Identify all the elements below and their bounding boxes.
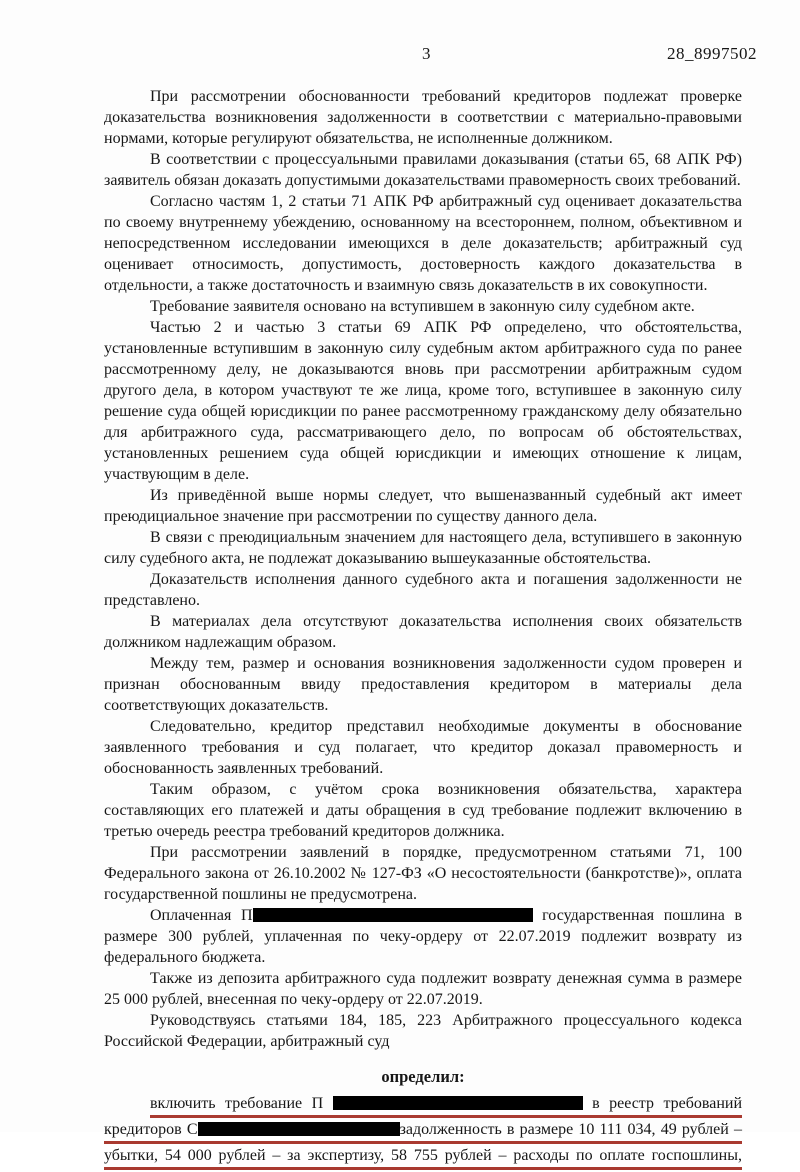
ruling-line: убытки, 54 000 рублей – за экспертизу, 58 755 рублей – расходы по оплате госпошлины,: [104, 1146, 742, 1170]
paragraph: Доказательств исполнения данного судебного акта и погашения задолженности не представлено.: [104, 571, 742, 609]
paragraph: Руководствуясь статьями 184, 185, 223 Арбитражного процессуального кодекса Российской Федерации, арбитражный суд: [104, 1012, 742, 1050]
ruling-section: [104, 1066, 742, 1170]
paragraph: Требование заявителя основано на вступившем в законную силу судебном акте.: [150, 298, 695, 315]
paragraph: При рассмотрении обоснованности требований кредиторов подлежат проверке доказательства возникновения задолженности в соответствии с материально-правовыми нормами, которые регулируют обязательства, не исполненные должником.: [104, 88, 742, 147]
ruling-heading: определил:: [381, 1067, 465, 1086]
ruling-line2-after: задолженность в размере 10 111 034, 49 рублей –: [399, 1121, 743, 1138]
fee-text-after: государственная пошлина в размере 300 рублей, уплаченная по чеку-ордеру от 22.07.2019 подлежит возврату из федерального бюджета.: [104, 907, 742, 966]
redaction-bar: [333, 1096, 583, 1110]
ruling-line1-before: включить требование П: [150, 1095, 324, 1112]
paragraph: При рассмотрении заявлений в порядке, предусмотренном статьями 71, 100 Федерального закона от 26.10.2002 № 127-ФЗ «О несостоятельности (банкротстве)», оплата государственной пошлины не предусмотрена.: [104, 844, 742, 903]
paragraph: Следовательно, кредитор представил необходимые документы в обоснование заявленного требования и суд полагает, что кредитор доказал правомерность и обоснованность заявленных требований.: [104, 718, 742, 777]
paragraph: Из приведённой выше нормы следует, что вышеназванный судебный акт имеет преюдициальное значение при рассмотрении по существу данного дела.: [104, 487, 742, 525]
ruling-line1-after: в реестр требований: [592, 1095, 743, 1112]
paragraph: Также из депозита арбитражного суда подлежит возврату денежная сумма в размере 25 000 рублей, внесенная по чеку-ордеру от 22.07.2019.: [104, 970, 742, 1008]
ruling-line: [104, 1120, 742, 1144]
fee-paragraph: [104, 905, 742, 968]
paragraph: Между тем, размер и основания возникновения задолженности судом проверен и признан обоснованным ввиду предоставления кредитором в материалы дела соответствующих доказательств.: [104, 655, 742, 714]
case-number: 28_8997502: [667, 44, 757, 63]
paragraph: Частью 2 и частью 3 статьи 69 АПК РФ определено, что обстоятельства, установленные вступившим в законную силу судебным актом арбитражного суда по ранее рассмотренному делу, не доказываются вновь при рассмотрении арбитражным судом другого дела, в котором участвуют те же лица, кроме того, вступившее в законную силу решение суда общей юрисдикции по ранее рассмотренному гражданскому делу обязательно для арбитражного суда, рассматривающего дело, по вопросам об обстоятельствах, установленных решением суда общей юрисдикции и имеющих отношение к лицам, участвующим в деле.: [104, 319, 742, 483]
fee-text-before: Оплаченная П: [150, 907, 253, 924]
paragraph: В связи с преюдициальным значением для настоящего дела, вступившего в законную силу судебного акта, не подлежат доказыванию вышеуказанные обстоятельства.: [104, 529, 742, 567]
paragraph: Таким образом, с учётом срока возникновения обязательства, характера составляющих его платежей и даты обращения в суд требование подлежит включению в третью очередь реестра требований кредиторов должника.: [104, 781, 742, 840]
page-number: 3: [422, 44, 431, 63]
document-body: [104, 86, 742, 1172]
redaction-bar: [253, 908, 533, 922]
ruling-line: [150, 1094, 742, 1118]
redaction-bar: [198, 1122, 400, 1136]
paragraph: В соответствии с процессуальными правилами доказывания (статьи 65, 68 АПК РФ) заявитель обязан доказать допустимыми доказательствами правомерность своих требований.: [104, 151, 742, 189]
ruling-line2-before: кредиторов С: [104, 1121, 198, 1138]
paragraph: В материалах дела отсутствуют доказательства исполнения своих обязательств должником надлежащим образом.: [104, 613, 742, 651]
paragraph: Согласно частям 1, 2 статьи 71 АПК РФ арбитражный суд оценивает доказательства по своему внутреннему убеждению, основанному на всестороннем, полном, объективном и непосредственном исследовании имеющихся в деле доказательств; арбитражный суд оценивает относимость, допустимость, достоверность каждого доказательства в отдельности, а также достаточность и взаимную связь доказательств в их совокупности.: [104, 193, 742, 294]
page-header: [104, 44, 757, 66]
